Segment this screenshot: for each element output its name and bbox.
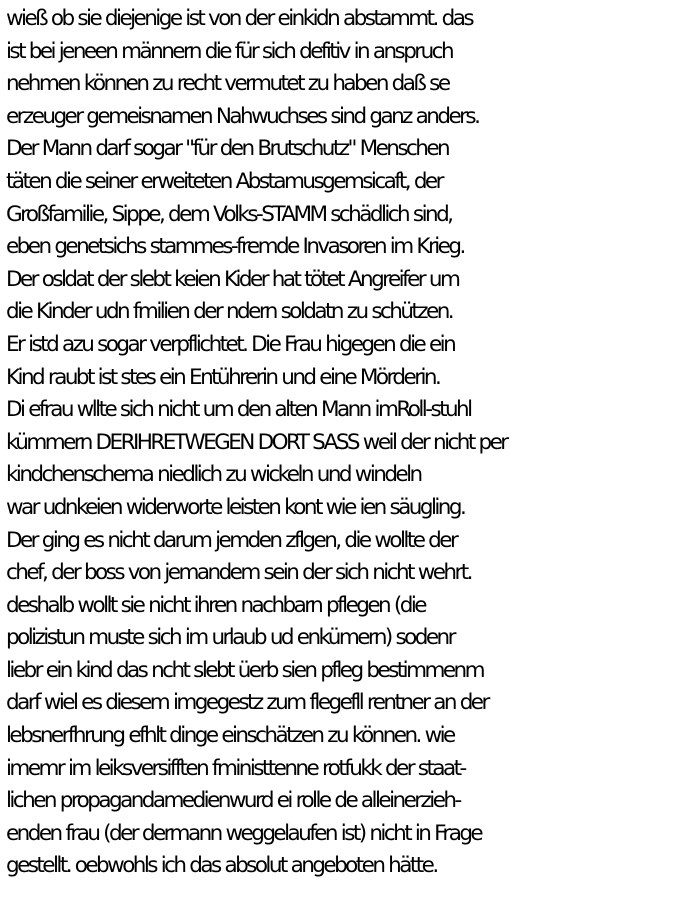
text-line-26: enden frau (der dermann weggelaufen ist) nicht in Frage (6, 820, 482, 846)
text-line-4: erzeuger gemeisnamen Nahwuchses sind ganz anders. (6, 103, 479, 129)
text-line-24: imemr im leiksversifften fministtenne rotfukk der staat- (6, 755, 465, 781)
text-line-15: kindchenschema niedlich zu wickeln und windeln (6, 462, 421, 488)
text-line-9: Der osldat der slebt keien Kider hat tötet Angreifer um (6, 266, 459, 292)
text-line-5: Der Mann darf sogar "für den Brutschutz" Menschen (6, 136, 449, 162)
text-line-8: eben genetsichs stammes-fremde Invasoren im Krieg. (6, 234, 464, 260)
text-line-7: Großfamilie, Sippe, dem Volks-STAMM schädlich sind, (6, 201, 452, 227)
text-line-2: ist bei jeneen männern die für sich defitiv in anspruch (6, 38, 453, 64)
text-line-21: liebr ein kind das ncht slebt üerb sien pfleg bestimmenm (6, 657, 484, 683)
text-line-1: wieß ob sie diejenige ist von der einkidn abstammt. das (6, 6, 472, 31)
text-line-25: lichen propagandamedienwurd ei rolle de alleinerzieh- (6, 788, 460, 814)
text-line-20: polizistun muste sich im urlaub ud enkümern) sodenr (6, 625, 454, 651)
text-line-23: lebsnerfhrung efhlt dinge einschätzen zu können. wie (6, 723, 454, 749)
text-line-11: Er istd azu sogar verpflichtet. Die Frau higegen die ein (6, 331, 455, 357)
text-line-22: darf wiel es diesem imgegestz zum flegefll rentner an der (6, 690, 488, 716)
text-line-18: chef, der boss von jemandem sein der sich nicht wehrt. (6, 560, 471, 586)
text-line-12: Kind raubt ist stes ein Entührerin und eine Mörderin. (6, 364, 440, 390)
text-line-3: nehmen können zu recht vermutet zu haben daß se (6, 71, 449, 97)
text-line-13: Di efrau wllte sich nicht um den alten Mann imRoll-stuhl (6, 397, 471, 423)
text-line-14: kümmern DERIHRETWEGEN DORT SASS weil der nicht per (6, 429, 507, 455)
text-line-6: täten die seiner erweiteten Abstamusgemsicaft, der (6, 168, 442, 194)
text-line-19: deshalb wollt sie nicht ihren nachbarn pflegen (die (6, 592, 425, 618)
text-line-10: die Kinder udn fmilien der ndern soldatn zu schützen. (6, 299, 453, 325)
text-line-16: war udnkeien widerworte leisten kont wie ien säugling. (6, 494, 465, 520)
text-line-17: Der ging es nicht darum jemden zflgen, die wollte der (6, 527, 457, 553)
text-line-27: gestellt. oebwohls ich das absolut angeboten hätte. (6, 853, 437, 879)
